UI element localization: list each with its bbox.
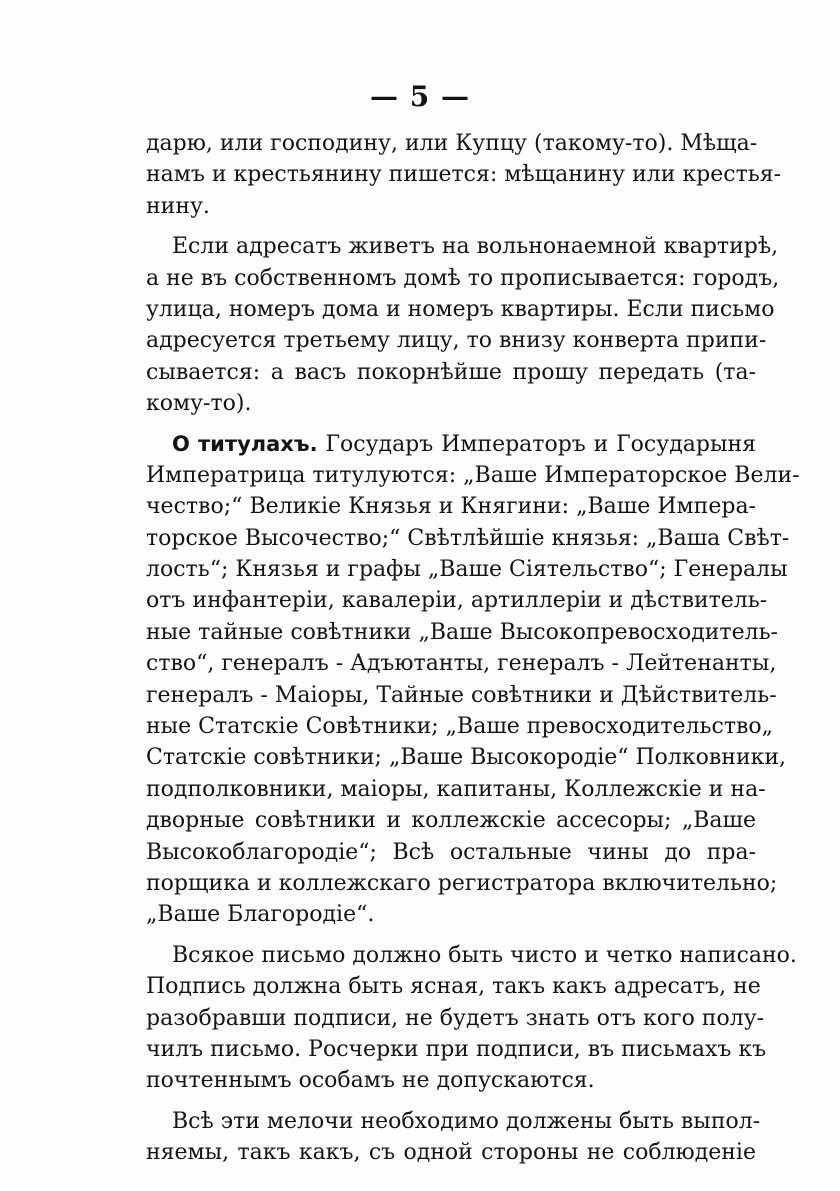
body-text bbox=[146, 128, 800, 1169]
text-line: нину. bbox=[146, 193, 210, 219]
text-line: генералъ - Маіоры, Тайные совѣтники и Дѣйствитель- bbox=[146, 682, 777, 708]
text-line: Подпись должна быть ясная, такъ какъ адресатъ, не bbox=[146, 974, 761, 1000]
text-line: ство“, генералъ - Адъютанты, генералъ - Лейтенанты, bbox=[146, 651, 777, 677]
section-heading: О титулахъ. bbox=[172, 431, 318, 456]
text-line: Всѣ эти мелочи необходимо должены быть выпол- bbox=[172, 1108, 761, 1134]
text-line: а не въ собственномъ домѣ то прописывается: городъ, bbox=[146, 265, 780, 291]
text-line: „Ваше Благородіе“. bbox=[146, 902, 375, 928]
text-line: Статскіе совѣтники; „Ваше Высокородіе“ Полковники, bbox=[146, 745, 787, 771]
text-line: дарю, или господину, или Купцу (такому-то). Мѣща- bbox=[146, 131, 758, 156]
text-line: почтеннымъ особамъ не допускаются. bbox=[146, 1068, 595, 1094]
text-line: няемы, такъ какъ, съ одной стороны не соблюденіе bbox=[146, 1140, 756, 1166]
text-line: чество;“ Великіе Князья и Княгини: „Ваше Импера- bbox=[146, 494, 756, 520]
text-line: порщика и коллежскаго регистратора включительно; bbox=[146, 870, 778, 896]
text-line: разобравши подписи, не будетъ знать отъ кого полу- bbox=[146, 1005, 765, 1031]
text-line: подполковники, маіоры, капитаны, Коллежскіе и на- bbox=[146, 776, 766, 802]
text-line: Высокоблагородіе“; Всѣ остальные чины до пра- bbox=[146, 839, 756, 865]
text-line: лость“; Князья и графы „Ваше Сіятельство“; Генералы bbox=[146, 557, 788, 583]
text-line: ные Статскіе Совѣтники; „Ваше превосходительство„ bbox=[146, 714, 774, 740]
text-line: ные тайные совѣтники „Ваше Высокопревосходитель- bbox=[146, 619, 778, 645]
text-line: отъ инфантеріи, кавалеріи, артиллеріи и дѣствитель- bbox=[146, 588, 768, 614]
text-line: намъ и крестьянину пишется: мѣщанину или крестья- bbox=[146, 162, 782, 188]
text-line: дворные совѣтники и коллежскіе ассесоры; „Ваше bbox=[146, 808, 756, 834]
text-line: адресуется третьему лицу, то внизу конверта припи- bbox=[146, 328, 767, 354]
text-line: кому-то). bbox=[146, 391, 252, 417]
page-number: — 5 — bbox=[370, 80, 470, 113]
text-line-rest: Государъ Императоръ и Государыня bbox=[317, 431, 756, 457]
text-line: Всякое письмо должно быть чисто и четко написано. bbox=[172, 942, 797, 968]
text-line: Если адресатъ живетъ на вольнонаемной квартирѣ, bbox=[172, 234, 779, 260]
text-line: сывается: а васъ покорнѣйше прошу передать (та- bbox=[146, 359, 756, 385]
text-line: торское Высочество;“ Свѣтлѣйшіе князья: „Ваша Свѣт- bbox=[146, 525, 790, 551]
text-line: Императрица титулуются: „Ваше Императорское Вели- bbox=[146, 462, 800, 488]
text-line bbox=[146, 429, 756, 460]
text-line: чилъ письмо. Росчерки при подписи, въ письмахъ къ bbox=[146, 1036, 767, 1062]
text-line: улица, номеръ дома и номеръ квартиры. Если письмо bbox=[146, 296, 775, 322]
